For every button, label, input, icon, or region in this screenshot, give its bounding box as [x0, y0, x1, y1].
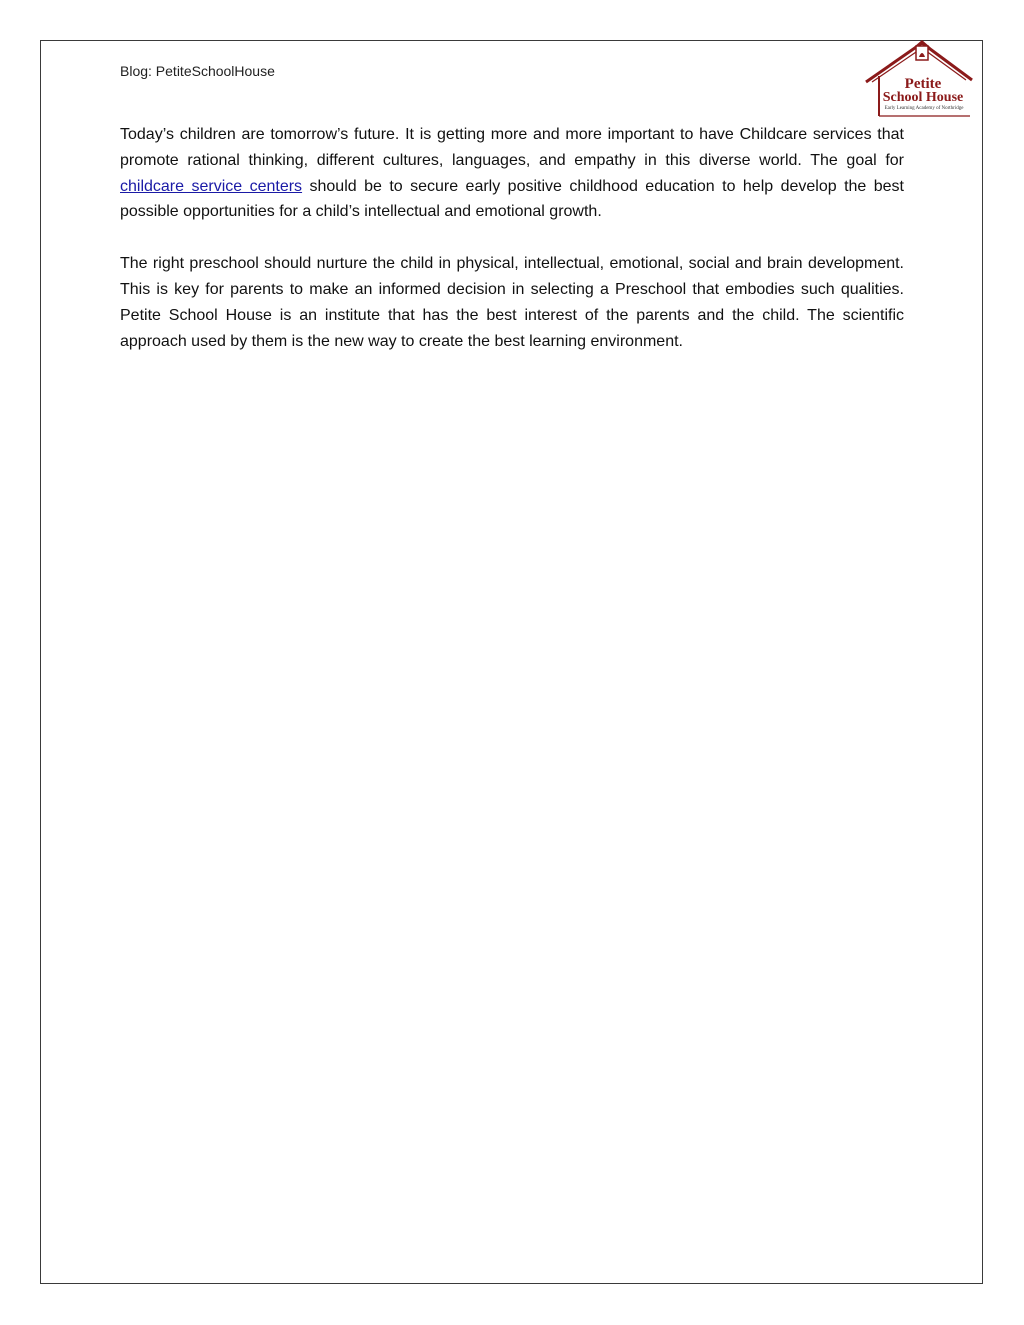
blog-header-label: Blog: PetiteSchoolHouse — [120, 63, 275, 79]
petite-school-house-logo — [862, 40, 974, 118]
childcare-service-centers-link[interactable]: childcare service centers — [120, 177, 303, 195]
logo-word-school-house: School House — [882, 90, 964, 105]
paragraph-preschool: The right preschool should nurture the child in physical, intellectual, emotional, social and brain development. This is key for parents to make an informed decision in selecting a Preschool that embodies such qualities. Petite School House is an institute that has the best interest of the parents and the child. The scientific approach used by them is the new way to create the best learning environment. — [120, 255, 904, 350]
paragraph-intro-text-after: should be to secure early positive childhood education to help develop the best possible opportunities for a child’s intellectual and emotional growth. — [120, 177, 905, 221]
paragraph-intro — [120, 122, 904, 225]
paragraph-intro-text-before: Today’s children are tomorrow’s future. It is getting more and more important to have Childcare services that promote rational thinking, different cultures, languages, and empathy in this diverse world. The goal for — [120, 126, 904, 169]
blog-content — [120, 122, 904, 380]
logo-tagline: Early Learning Academy of Northridge — [884, 106, 964, 111]
logo-word-petite: Petite — [904, 76, 942, 92]
